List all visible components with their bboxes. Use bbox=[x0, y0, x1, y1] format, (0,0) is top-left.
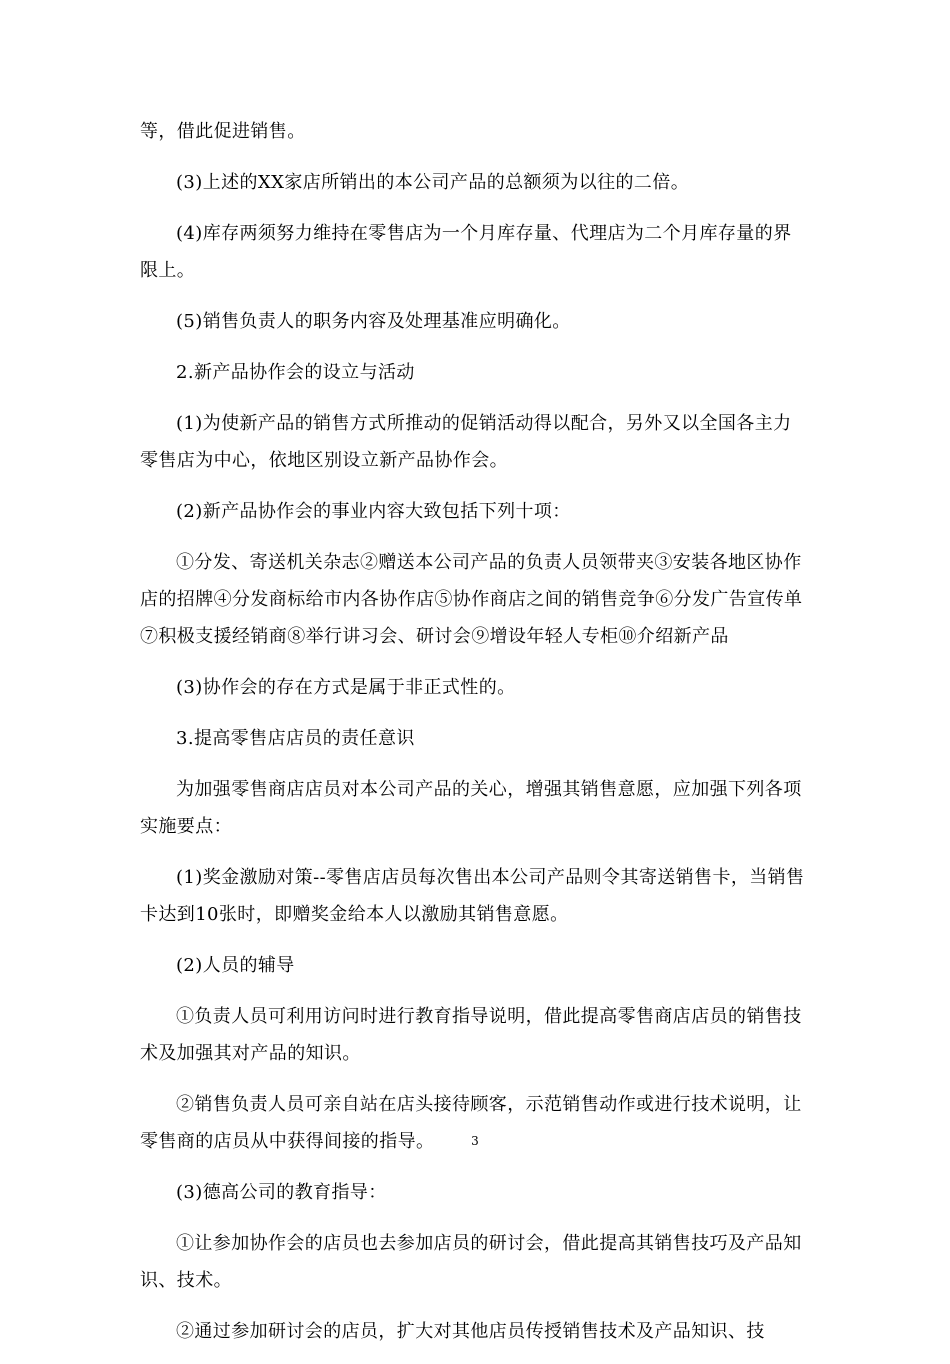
paragraph: (5)销售负责人的职务内容及处理基准应明确化。 bbox=[176, 311, 571, 332]
paragraph: ②通过参加研讨会的店员，扩大对其他店员传授销售技术及产品知识、技 bbox=[176, 1321, 765, 1342]
paragraph: (4)库存两须努力维持在零售店为一个月库存量、代理店为二个月库存量的界限上。 bbox=[140, 223, 792, 281]
section-heading: 3.提高零售店店员的责任意识 bbox=[176, 728, 415, 749]
page-number: 3 bbox=[471, 1134, 479, 1148]
section-heading: 2.新产品协作会的设立与活动 bbox=[176, 362, 415, 383]
paragraph: 为加强零售商店店员对本公司产品的关心，增强其销售意愿，应加强下列各项实施要点： bbox=[140, 779, 802, 837]
paragraph: (3)协作会的存在方式是属于非正式性的。 bbox=[176, 677, 516, 698]
paragraph: (3)上述的XX家店所销出的本公司产品的总额须为以往的二倍。 bbox=[176, 172, 690, 193]
paragraph: ②销售负责人员可亲自站在店头接待顾客，示范销售动作或进行技术说明，让零售商的店员从中获得间接的指导。 bbox=[140, 1094, 802, 1152]
paragraph: ①分发、寄送机关杂志②赠送本公司产品的负责人员领带夹③安装各地区协作店的招牌④分发商标给市内各协作店⑤协作商店之间的销售竞争⑥分发广告宣传单⑦积极支援经销商⑧举行讲习会、研讨会⑨增设年轻人专柜⑩介绍新产品 bbox=[140, 552, 803, 647]
paragraph: 等，借此促进销售。 bbox=[140, 121, 306, 142]
paragraph: (1)为使新产品的销售方式所推动的促销活动得以配合，另外又以全国各主力零售店为中心，依地区别设立新产品协作会。 bbox=[140, 413, 792, 471]
document-body bbox=[140, 113, 805, 1364]
paragraph: (1)奖金激励对策--零售店店员每次售出本公司产品则令其寄送销售卡，当销售卡达到10张时，即赠奖金给本人以激励其销售意愿。 bbox=[140, 867, 805, 925]
paragraph: ①让参加协作会的店员也去参加店员的研讨会，借此提高其销售技巧及产品知识、技术。 bbox=[140, 1233, 802, 1291]
paragraph: ①负责人员可利用访问时进行教育指导说明，借此提高零售商店店员的销售技术及加强其对产品的知识。 bbox=[140, 1006, 802, 1064]
paragraph: (2)新产品协作会的事业内容大致包括下列十项： bbox=[176, 501, 571, 522]
paragraph: (3)德高公司的教育指导： bbox=[176, 1182, 387, 1203]
paragraph: (2)人员的辅导 bbox=[176, 955, 295, 976]
